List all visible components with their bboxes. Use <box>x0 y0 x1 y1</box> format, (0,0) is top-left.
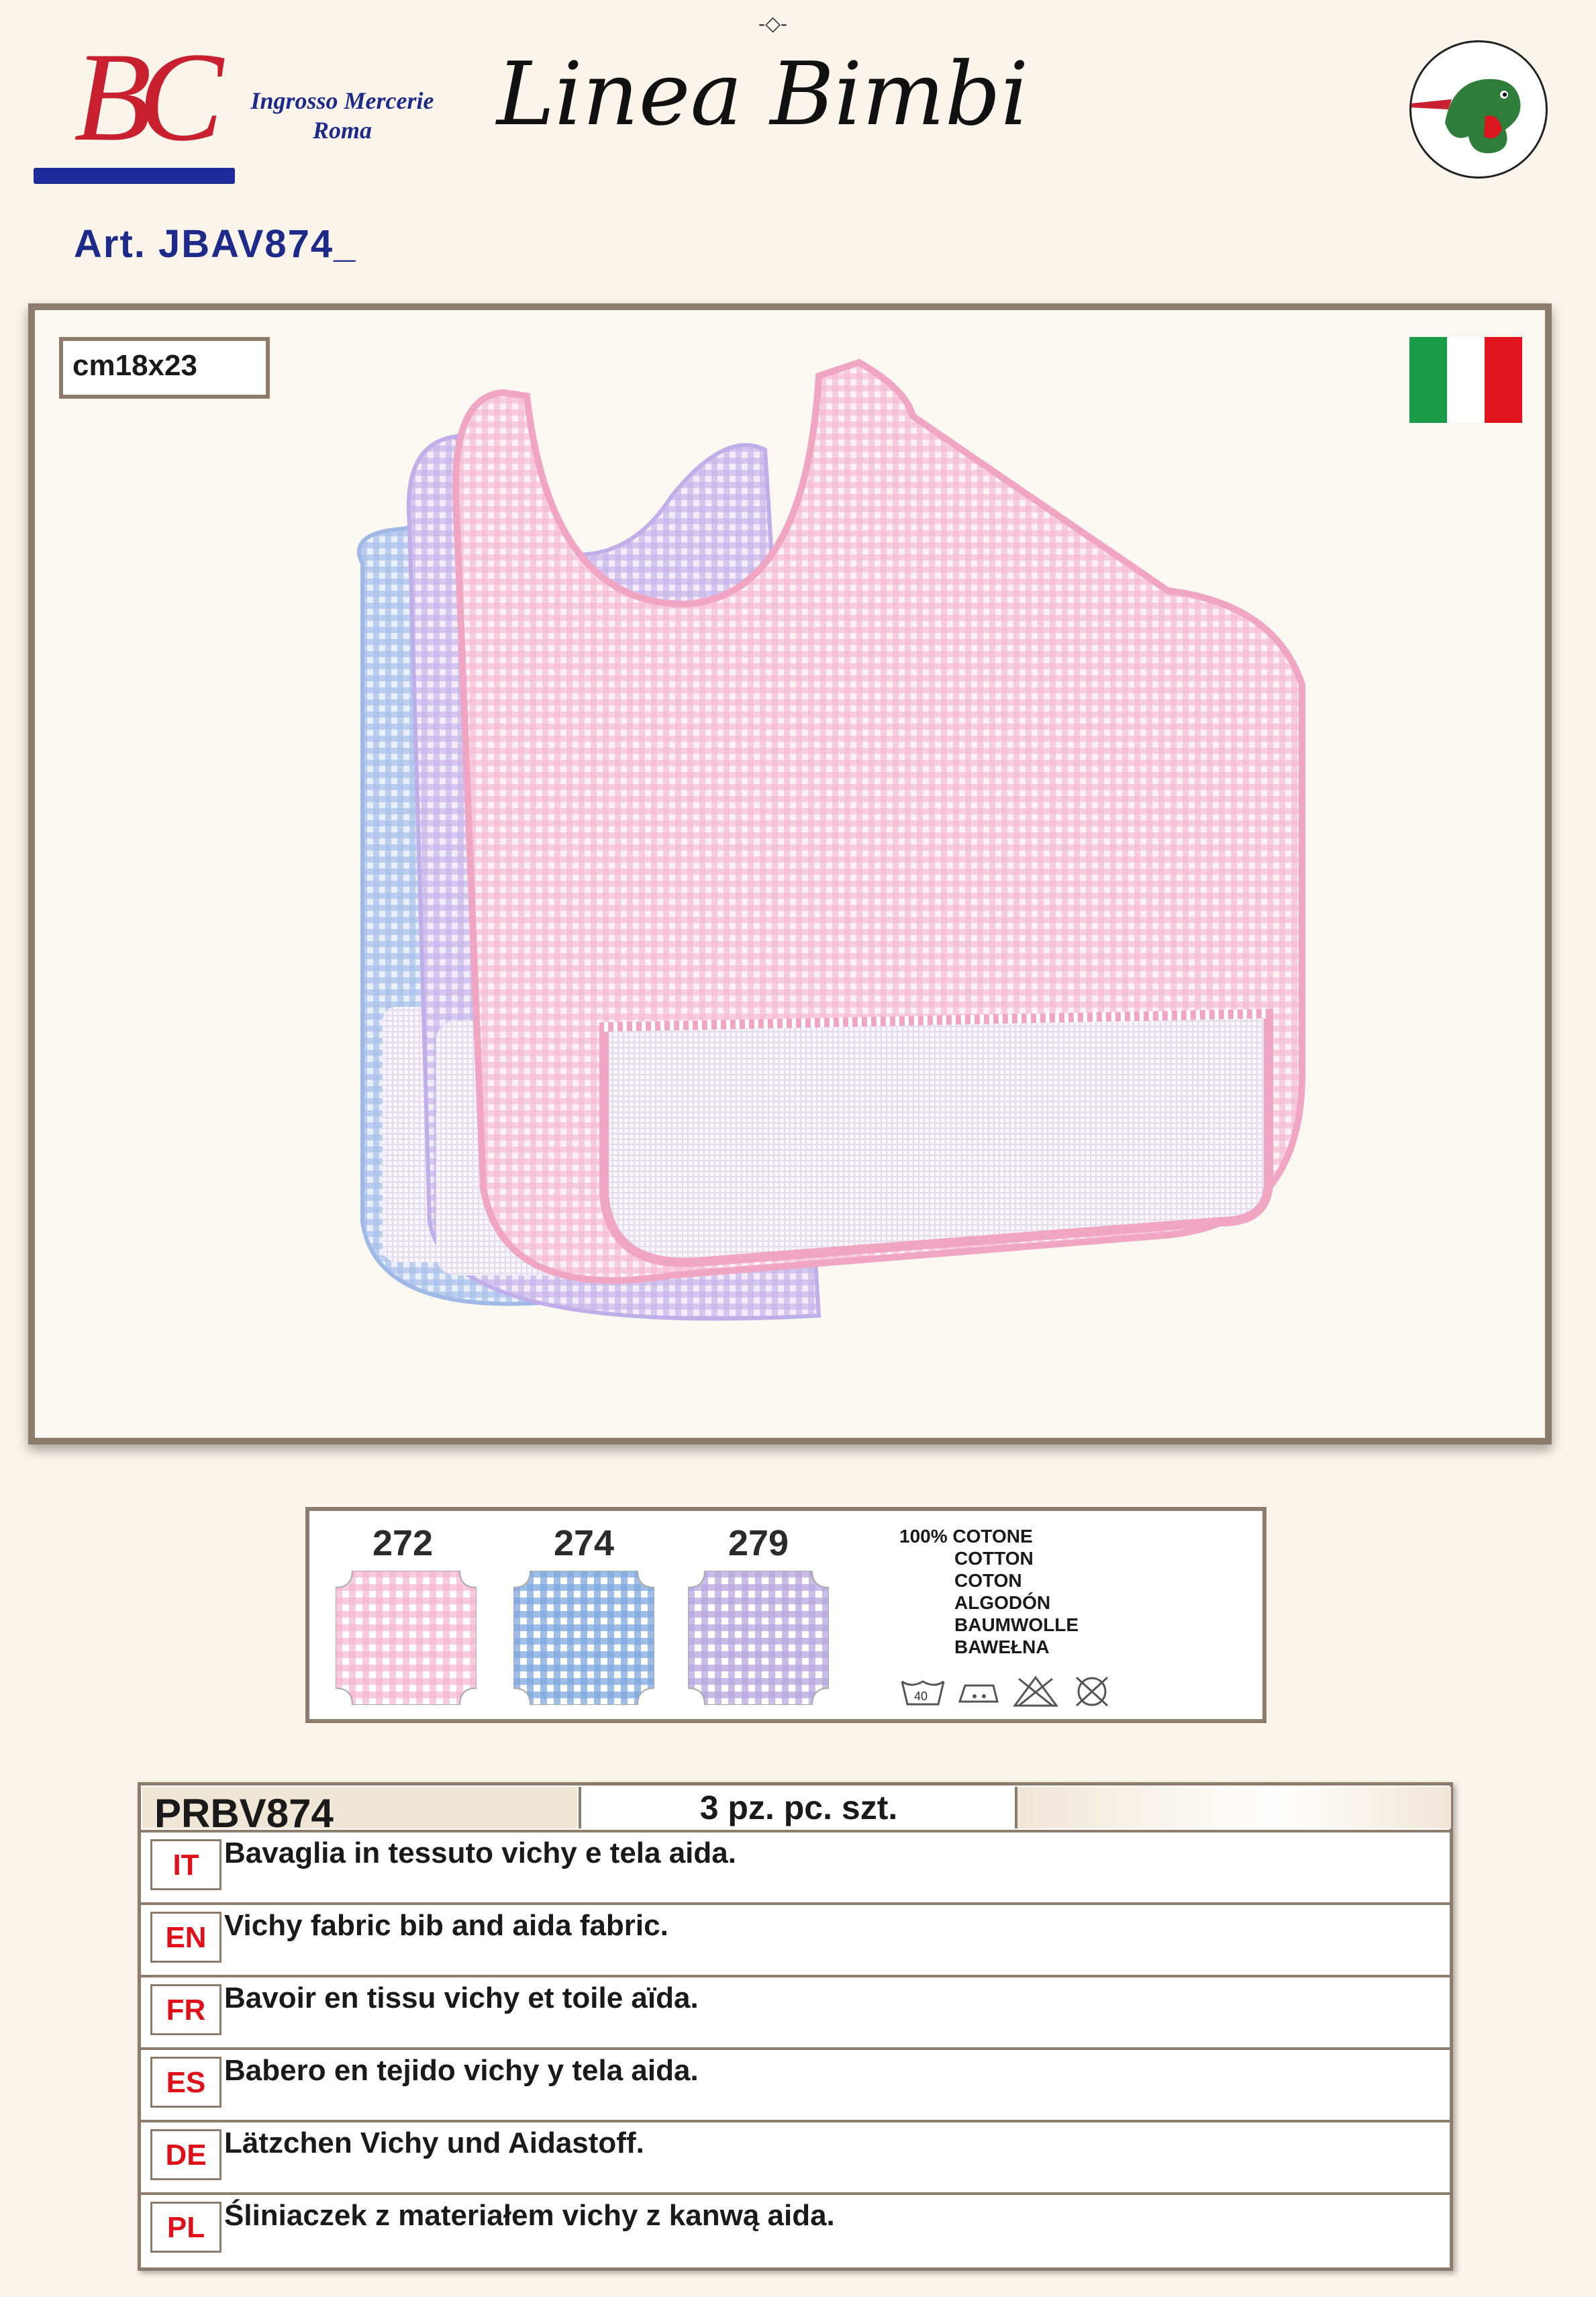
care-symbols <box>899 1675 1115 1708</box>
no-tumble-dry-icon <box>1068 1675 1115 1708</box>
language-code: EN <box>150 1912 221 1963</box>
description-text: Bavaglia in tessuto vichy e tela aida. <box>224 1837 736 1869</box>
swatch-lavender <box>688 1571 829 1705</box>
material-translation: COTON <box>954 1570 1022 1591</box>
logo-zipper-icon <box>34 168 235 184</box>
material-translation: BAUMWOLLE <box>954 1614 1079 1635</box>
top-ornament: -◇- <box>758 13 788 35</box>
header-blank-cell <box>1015 1787 1451 1828</box>
wash-40-icon <box>899 1675 946 1708</box>
flag-white <box>1447 337 1485 423</box>
page-title: Linea Bimbi <box>497 43 1029 145</box>
table-row <box>141 1975 1450 2047</box>
language-code: FR <box>150 1984 221 2035</box>
material-list <box>899 1525 1079 1658</box>
flag-red <box>1485 337 1522 423</box>
swatch-code: 274 <box>553 1523 615 1563</box>
language-code: IT <box>150 1839 221 1890</box>
swatch-code: 279 <box>728 1523 789 1563</box>
swatch-pink <box>336 1571 477 1705</box>
description-text: Śliniaczek z materiałem vichy z kanwą aida. <box>224 2199 835 2232</box>
swatch-code: 272 <box>372 1523 434 1563</box>
logo-letters: BC <box>74 27 210 168</box>
wash-temp: 40 <box>914 1690 928 1703</box>
pack-quantity: 3 pz. pc. szt. <box>579 1787 1016 1828</box>
description-text: Vichy fabric bib and aida fabric. <box>224 1909 668 1942</box>
company-line-2: Roma <box>312 117 372 144</box>
description-text: Bavoir en tissu vichy et toile aïda. <box>224 1982 699 2014</box>
no-bleach-icon <box>1012 1675 1059 1708</box>
table-row <box>141 1830 1450 1902</box>
material-translation: COTTON <box>954 1548 1034 1569</box>
italy-flag-icon <box>1409 337 1522 423</box>
language-code: ES <box>150 2057 221 2108</box>
material-primary: 100% COTONE <box>899 1526 1033 1547</box>
swatch-blue <box>513 1571 654 1705</box>
bib-pink-pocket <box>604 1014 1268 1263</box>
product-code: PRBV874 <box>142 1787 577 1828</box>
brand-logo <box>34 27 242 188</box>
table-row <box>141 2192 1450 2265</box>
description-text: Lätzchen Vichy und Aidastoff. <box>224 2127 644 2159</box>
language-code: PL <box>150 2202 221 2253</box>
material-translation: BAWEŁNA <box>954 1636 1050 1657</box>
table-row <box>141 1902 1450 1975</box>
company-name <box>232 86 453 145</box>
description-text: Babero en tejido vichy y tela aida. <box>224 2054 699 2087</box>
bibs-illustration <box>349 349 1329 1356</box>
table-row <box>141 2120 1450 2192</box>
material-translation: ALGODÓN <box>954 1592 1051 1613</box>
size-label: cm18x23 <box>59 337 270 399</box>
company-line-1: Ingrosso Mercerie <box>250 87 434 114</box>
dragon-logo-icon <box>1409 40 1548 179</box>
article-code: Art. JBAV874_ <box>74 222 357 266</box>
table-row <box>141 2047 1450 2120</box>
flag-green <box>1409 337 1447 423</box>
language-code: DE <box>150 2129 221 2180</box>
iron-medium-icon <box>956 1675 1003 1708</box>
